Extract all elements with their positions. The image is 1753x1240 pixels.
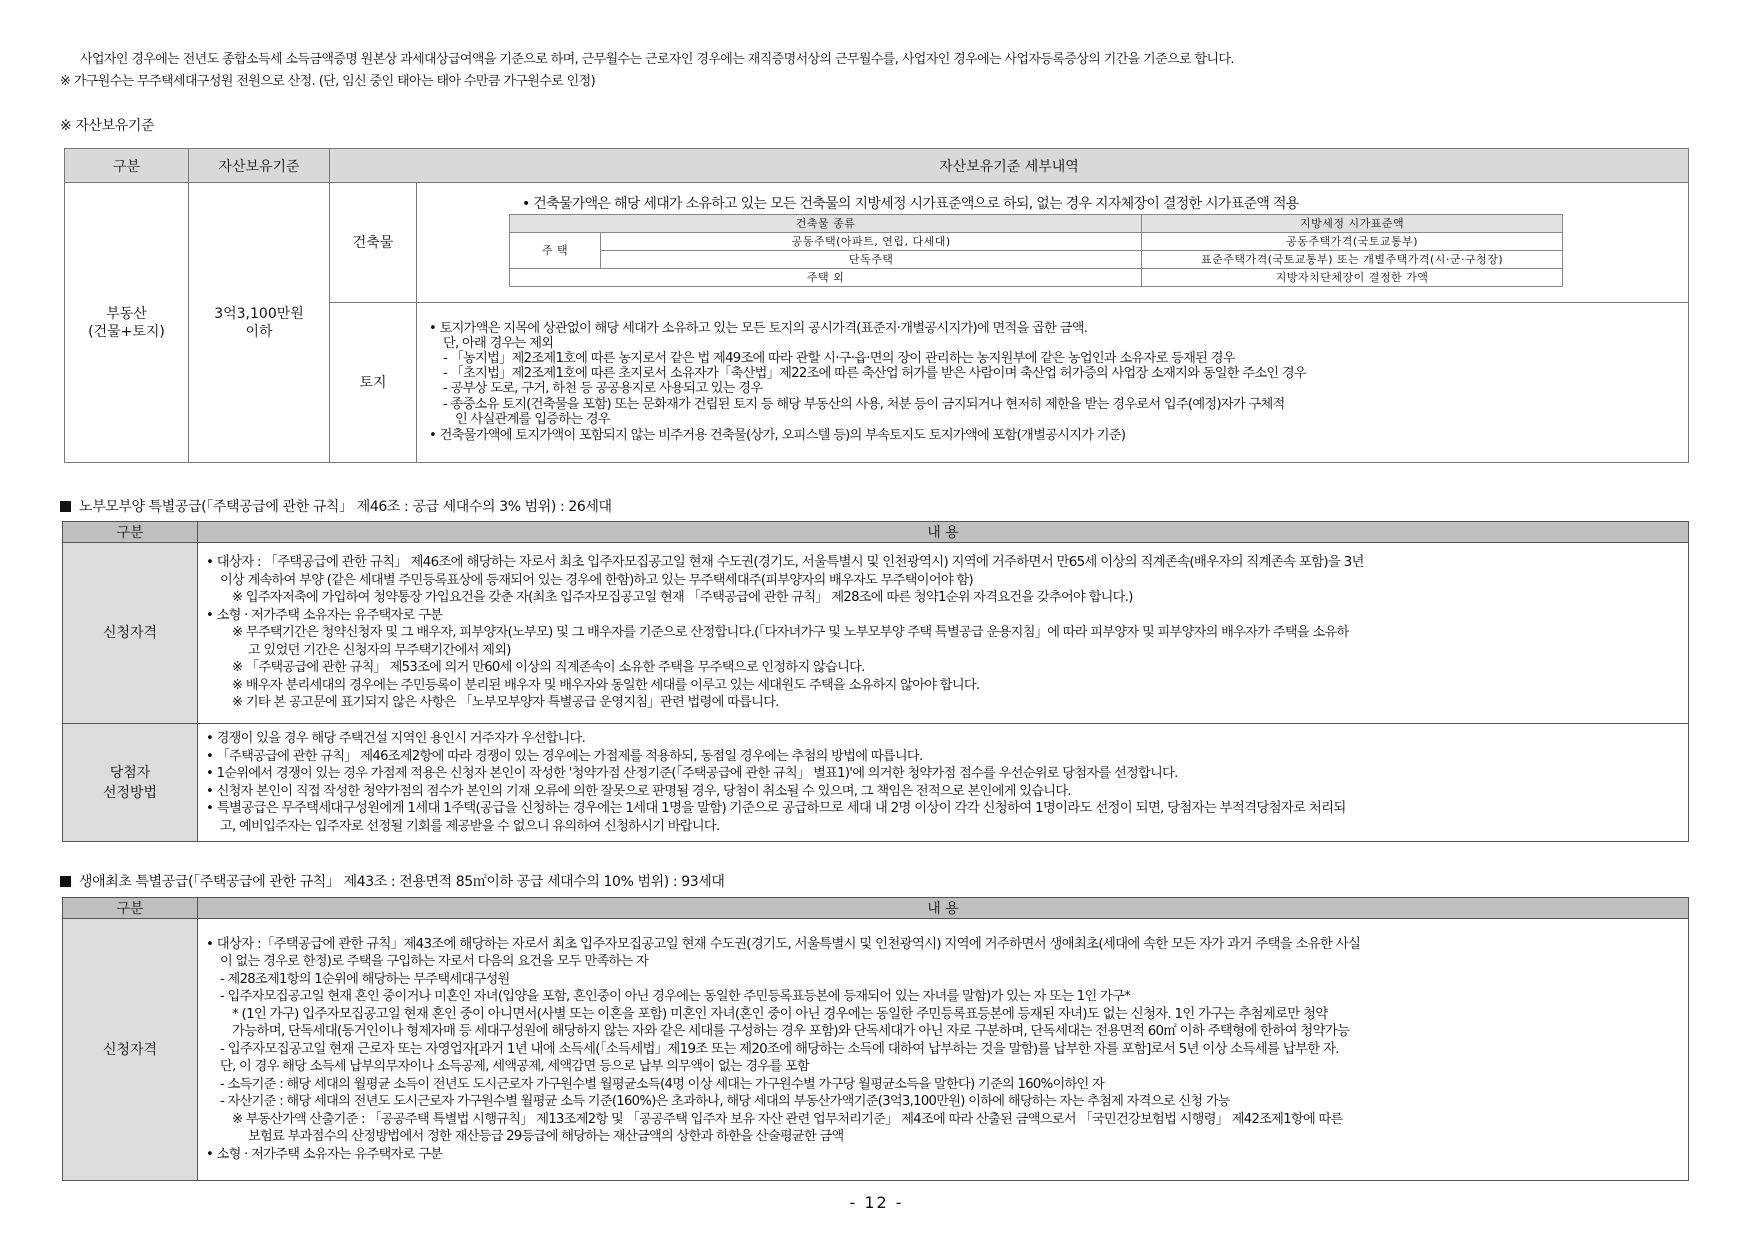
qual-line: 보험료 부과점수의 산정방법에서 정한 재산등급 29등급에 해당하는 재산금액의 상한과 하한을 산술평균한 금액 [248, 1129, 844, 1145]
sel-line: • 「주택공급에 관한 규칙」 제46조제2항에 따라 경쟁이 있는 경우에는 가점제를 적용하되, 동점일 경우에는 추첨의 방법에 따릅니다. [206, 748, 923, 764]
firsttime-title-text: 생애최초 특별공급(「주택공급에 관한 규칙」 제43조 : 전용면적 85㎡이하 공급 세대수의 10% 범위) : 93세대 [79, 874, 725, 890]
sub-housing-label: 주 택 [510, 232, 601, 268]
asset-category: 부동산 [106, 305, 147, 322]
qual-line: • 소형 · 저가주택 소유자는 유주택자로 구분 [206, 1146, 443, 1162]
firsttime-header-category: 구분 [63, 898, 198, 919]
sub-header-type: 건축물 종류 [510, 214, 1142, 232]
land-detail-cell [417, 303, 1689, 463]
elderly-qual-cell [198, 543, 1689, 724]
asset-header-detail: 자산보유기준 세부내역 [330, 149, 1689, 183]
qual-line: ※ 부동산가액 산출기준 : 「공공주택 특별법 시행규칙」 제13조제2항 및 「공공주택 입주자 보유 자산 관련 업무처리기준」 제4조에 따라 산출된 금액으로서 「국민건강보험법 시행령」 제42조제1항에 따른 [232, 1111, 1343, 1127]
elderly-selection-cell [198, 724, 1689, 842]
land-line: 인 사실관계를 입증하는 경우 [455, 412, 610, 428]
sub-row-type: 단독주택 [601, 250, 1142, 268]
firsttime-header-content: 내 용 [198, 898, 1689, 919]
sub-row-price: 공동주택가격(국토교통부) [1142, 232, 1563, 250]
qual-line: 가능하며, 단독세대(동거인이나 형제자매 등 세대구성원에 해당하지 않는 자와 같은 세대를 구성하는 경우 포함)와 단독세대가 아닌 자로 구분하며, 단독세대는 전용면적 60㎡ 이하 주택형에 한하여 청약가능 [232, 1024, 1350, 1040]
elderly-header-category: 구분 [63, 522, 198, 543]
land-line: 단, 아래 경우는 제외 [443, 336, 554, 352]
qual-line: ※ 입주자저축에 가입하여 청약통장 가입요건을 갖춘 자(최초 입주자모집공고일 현재 「주택공급에 관한 규칙」 제28조에 따른 청약1순위 자격요건을 갖추어야 합니다.) [232, 590, 1133, 606]
square-bullet-icon [60, 876, 71, 887]
qual-line: • 대상자 :「주택공급에 관한 규칙」제43조에 해당하는 자로서 최초 입주자모집공고일 현재 수도권(경기도, 서울특별시 및 인천광역시) 지역에 거주하면서 생애최초(세대에 속한 모든 자가 과거 주택을 소유한 사실 [206, 936, 1361, 952]
asset-limit-cell [189, 183, 330, 463]
elderly-section-title [60, 498, 612, 516]
elderly-selection-label [63, 724, 198, 842]
sel-line: 고, 예비입주자는 입주자로 선정될 기회를 제공받을 수 없으니 유의하여 신청하시기 바랍니다. [220, 818, 720, 834]
elderly-title-text: 노부모부양 특별공급(「주택공급에 관한 규칙」 제46조 : 공급 세대수의 3% 범위) : 26세대 [79, 499, 612, 515]
sel-line: • 1순위에서 경쟁이 있는 경우 가점제 적용은 신청자 본인이 작성한 '청약가점 산정기준(「주택공급에 관한 규칙」 별표1)'에 의거한 청약가점 점수를 우선순위로 당첨자를 선정합니다. [206, 766, 1178, 781]
asset-header-category: 구분 [65, 149, 189, 183]
qual-line: ※ 무주택기간은 청약신청자 및 그 배우자, 피부양자(노부모) 및 그 배우자를 기준으로 산정합니다.(「다자녀가구 및 노부모부양 주택 특별공급 운용지침」에 따라 피부양자 및 피부양자의 배우자가 주택을 소유하 [232, 625, 1349, 641]
selection-label-line1: 당첨자 [109, 764, 151, 781]
firsttime-table [62, 897, 1689, 1181]
intro-line-1: 사업자인 경우에는 전년도 종합소득세 소득금액증명 원본상 과세대상급여액을 기준으로 하며, 근무월수는 근로자인 경우에는 재직증명서상의 근무월수를, 사업자인 경우에는 사업자등록증상의 기간을 기준으로 합니다. [80, 52, 1234, 67]
sub-row-type: 공동주택(아파트, 연립, 다세대) [601, 232, 1142, 250]
qual-line: ※ 「주택공급에 관한 규칙」 제53조에 의거 만60세 이상의 직계존속이 소유한 주택을 무주택으로 인정하지 않습니다. [232, 660, 865, 676]
firsttime-section-title [60, 873, 725, 891]
building-label: 건축물 [330, 183, 417, 303]
sub-header-price: 지방세정 시가표준액 [1142, 214, 1563, 232]
land-line: - 종중소유 토지(건축물을 포함) 또는 문화재가 건립된 토지 등 해당 부동산의 사용, 처분 등이 금지되거나 현저히 제한을 받는 경우로서 입주(예정)자가 구체적 [443, 397, 1285, 413]
asset-limit-sub: 이하 [245, 323, 273, 340]
land-line: • 토지가액은 지목에 상관없이 해당 세대가 소유하고 있는 모든 토지의 공시가격(표준지·개별공시지가)에 면적을 곱한 금액. [429, 320, 1088, 336]
sel-line: • 경쟁이 있을 경우 해당 주택건설 지역인 용인시 거주자가 우선합니다. [206, 731, 586, 746]
sel-line: • 특별공급은 무주택세대구성원에게 1세대 1주택(공급을 신청하는 경우에는 1세대 1명을 말함) 기준으로 공급하므로 세대 내 2명 이상이 각각 신청하여 1명이라도 선정이 되면, 당첨자는 부적격당첨자로 처리되 [206, 801, 1346, 816]
building-subtable [509, 214, 1563, 287]
asset-limit: 3억3,100만원 [214, 305, 304, 322]
building-bullet: • 건축물가액은 해당 세대가 소유하고 있는 모든 건축물의 지방세정 시가표준액으로 하되, 없는 경우 지자체장이 결정한 시가표준액 적용 [522, 196, 1299, 213]
intro-line-2: ※ 가구원수는 무주택세대구성원 전원으로 산정. (단, 임신 중인 태아는 태아 수만큼 가구원수로 인정) [60, 74, 596, 89]
qual-line: - 입주자모집공고일 현재 혼인 중이거나 미혼인 자녀(입양을 포함, 혼인중이 아닌 경우에는 동일한 주민등록표등본에 등재되어 있는 자녀를 말함)가 있는 자 또는 1인 가구* [220, 989, 1130, 1005]
qual-line: - 소득기준 : 해당 세대의 월평균 소득이 전년도 도시근로자 가구원수별 월평균소득(4명 이상 세대는 가구원수별 가구당 월평균소득을 말한다) 기준의 160%이하인 자 [220, 1076, 1105, 1092]
firsttime-qual-label: 신청자격 [63, 919, 198, 1181]
sub-row-price: 표준주택가격(국토교통부) 또는 개별주택가격(시·군·구청장) [1142, 250, 1563, 268]
land-label: 토지 [330, 303, 417, 463]
elderly-header-content: 내 용 [198, 522, 1689, 543]
selection-label-line2: 선정방법 [102, 784, 158, 801]
qual-line: 이 없는 경우로 한정)로 주택을 구입하는 자로서 다음의 요건을 모두 만족하는 자 [220, 954, 649, 970]
asset-section-title: ※ 자산보유기준 [60, 118, 155, 134]
qual-line: * (1인 가구) 입주자모집공고일 현재 혼인 중이 아니면서(사별 또는 이혼을 포함) 미혼인 자녀(혼인 중이 아닌 경우에는 동일한 주민등록표등본에 등재된 자녀)도 없는 신청자. 1인 가구는 추첨제로만 청약 [232, 1006, 1328, 1022]
asset-table [64, 148, 1689, 463]
land-line: - 「농지법」제2조제1호에 따른 농지로서 같은 법 제49조에 따라 관할 시·구·읍·면의 장이 관리하는 농지원부에 같은 농업인과 소유자로 등재된 경우 [443, 351, 1235, 367]
qual-line: • 대상자 : 「주택공급에 관한 규칙」 제46조에 해당하는 자로서 최초 입주자모집공고일 현재 수도권(경기도, 서울특별시 및 인천광역시) 지역에 거주하면서 만65세 이상의 직계존속(배우자의 직계존속 포함)을 3년 [206, 555, 1364, 571]
asset-category-cell [65, 183, 189, 463]
land-line: - 공부상 도로, 구거, 하천 등 공공용지로 사용되고 있는 경우 [443, 381, 763, 397]
asset-category-sub: (건물+토지) [88, 323, 165, 340]
sub-other-price: 지방자치단체장이 결정한 가액 [1142, 268, 1563, 286]
asset-header-limit: 자산보유기준 [189, 149, 330, 183]
qual-line: 고 있었던 기간은 신청자의 무주택기간에서 제외) [248, 642, 511, 658]
qual-line: - 입주자모집공고일 현재 근로자 또는 자영업자[과거 1년 내에 소득세(「소득세법」제19조 또는 제20조에 해당하는 소득에 대하여 납부하는 것을 말함)를 납부한 자를 포함]로서 5년 이상 소득세를 납부한 자. [220, 1041, 1339, 1057]
elderly-qual-label: 신청자격 [63, 543, 198, 724]
land-line: - 「초지법」제2조제1호에 따른 초지로서 소유자가「축산법」제22조에 따른 축산업 허가를 받은 사람이며 축산업 허가증의 사업장 소재지와 동일한 주소인 경우 [443, 366, 1306, 382]
land-line: • 건축물가액에 토지가액이 포함되지 않는 비주거용 건축물(상가, 오피스텔 등)의 부속토지도 토지가액에 포함(개별공시지가 기준) [429, 428, 1126, 444]
building-detail-cell [417, 183, 1689, 303]
qual-line: - 자산기준 : 해당 세대의 전년도 도시근로자 가구원수별 월평균 소득 기준(160%)은 초과하나, 해당 세대의 부동산가액기준(3억3,100만원) 이하에 해당하는 자는 추첨제 자격으로 신청 가능 [220, 1094, 1230, 1110]
qual-line: • 소형 · 저가주택 소유자는 유주택자로 구분 [206, 607, 443, 623]
qual-line: ※ 기타 본 공고문에 표기되지 않은 사항은 「노부모부양자 특별공급 운영지침」관련 법령에 따릅니다. [232, 695, 779, 711]
square-bullet-icon [60, 501, 71, 512]
qual-line: 이상 계속하여 부양 (같은 세대별 주민등록표상에 등재되어 있는 경우에 한함)하고 있는 무주택세대주(피부양자의 배우자도 무주택이어야 함) [220, 572, 973, 588]
page-number: - 12 - [849, 1193, 904, 1212]
qual-line: - 제28조제1항의 1순위에 해당하는 무주택세대구성원 [220, 971, 510, 987]
firsttime-qual-cell [198, 919, 1689, 1181]
qual-line: ※ 배우자 분리세대의 경우에는 주민등록이 분리된 배우자 및 배우자와 동일한 세대를 이루고 있는 세대원도 주택을 소유하지 않아야 합니다. [232, 677, 980, 693]
sub-other-type: 주택 외 [510, 268, 1142, 286]
sel-line: • 신청자 본인이 직접 작성한 청약가점의 점수가 본인의 기재 오류에 의한 잘못으로 판명될 경우, 당첨이 취소될 수 있으며, 그 책임은 전적으로 본인에게 있습니다. [206, 783, 1071, 799]
qual-line: 단, 이 경우 해당 소득세 납부의무자이나 소득공제, 세액공제, 세액감면 등으로 납부 의무액이 없는 경우를 포함 [220, 1059, 810, 1075]
elderly-table [62, 521, 1689, 842]
